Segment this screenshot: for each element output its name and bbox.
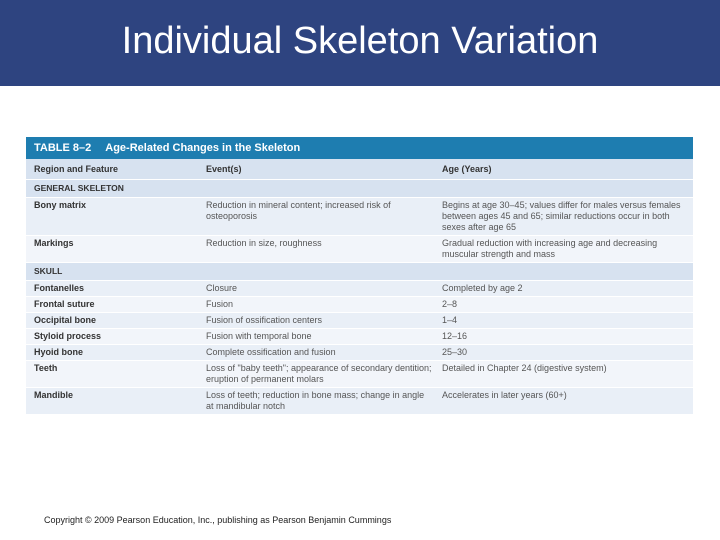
column-header: Region and Feature xyxy=(34,164,119,174)
slide-title: Individual Skeleton Variation xyxy=(121,19,599,62)
section-rows xyxy=(26,197,693,262)
event-cell: Loss of teeth; reduction in bone mass; change in angle at mandibular notch xyxy=(206,390,425,411)
age-cell: Gradual reduction with increasing age and decreasing muscular strength and mass xyxy=(442,238,658,259)
table-caption xyxy=(26,137,693,159)
age-cell: Accelerates in later years (60+) xyxy=(442,390,567,400)
feature-cell: Markings xyxy=(34,238,74,248)
feature-cell: Bony matrix xyxy=(34,200,87,210)
feature-cell: Occipital bone xyxy=(34,315,97,325)
column-header: Age (Years) xyxy=(442,164,492,174)
feature-cell: Hyoid bone xyxy=(34,347,83,357)
section-rows xyxy=(26,280,693,414)
feature-cell: Teeth xyxy=(34,363,58,373)
event-cell: Fusion of ossification centers xyxy=(206,315,323,325)
table-body xyxy=(26,179,693,414)
column-headers xyxy=(26,159,693,179)
table-row xyxy=(26,296,693,312)
event-cell: Closure xyxy=(206,283,238,293)
table-row xyxy=(26,280,693,296)
table-row xyxy=(26,387,693,414)
feature-cell: Mandible xyxy=(34,390,74,400)
table-number: TABLE 8–2 xyxy=(34,142,92,154)
copyright-notice: Copyright © 2009 Pearson Education, Inc., publishing as Pearson Benjamin Cummings xyxy=(44,515,392,525)
age-cell: 2–8 xyxy=(442,299,458,309)
feature-cell: Frontal suture xyxy=(34,299,95,309)
feature-cell: Styloid process xyxy=(34,331,102,341)
event-cell: Loss of "baby teeth"; appearance of secondary dentition; eruption of permanent molars xyxy=(206,363,432,384)
table-row xyxy=(26,328,693,344)
event-cell: Complete ossification and fusion xyxy=(206,347,336,357)
age-cell: Completed by age 2 xyxy=(442,283,523,293)
title-bar xyxy=(0,0,720,86)
column-header: Event(s) xyxy=(206,164,242,174)
section-header: GENERAL SKELETON xyxy=(26,179,693,197)
table-row xyxy=(26,360,693,387)
age-changes-table xyxy=(26,137,693,414)
table-row xyxy=(26,344,693,360)
table-title: Age-Related Changes in the Skeleton xyxy=(105,142,301,154)
age-cell: 25–30 xyxy=(442,347,468,357)
age-cell: Detailed in Chapter 24 (digestive system) xyxy=(442,363,607,373)
table-row xyxy=(26,235,693,262)
event-cell: Fusion xyxy=(206,299,234,309)
table-row xyxy=(26,312,693,328)
event-cell: Reduction in size, roughness xyxy=(206,238,322,248)
section-header: SKULL xyxy=(26,262,693,280)
event-cell: Reduction in mineral content; increased risk of osteoporosis xyxy=(206,200,391,221)
table-row xyxy=(26,197,693,235)
event-cell: Fusion with temporal bone xyxy=(206,331,312,341)
age-cell: 12–16 xyxy=(442,331,468,341)
age-cell: Begins at age 30–45; values differ for males versus females between ages 45 and 65; similar reductions occur in both sexes after age 65 xyxy=(442,200,681,232)
age-cell: 1–4 xyxy=(442,315,458,325)
feature-cell: Fontanelles xyxy=(34,283,85,293)
